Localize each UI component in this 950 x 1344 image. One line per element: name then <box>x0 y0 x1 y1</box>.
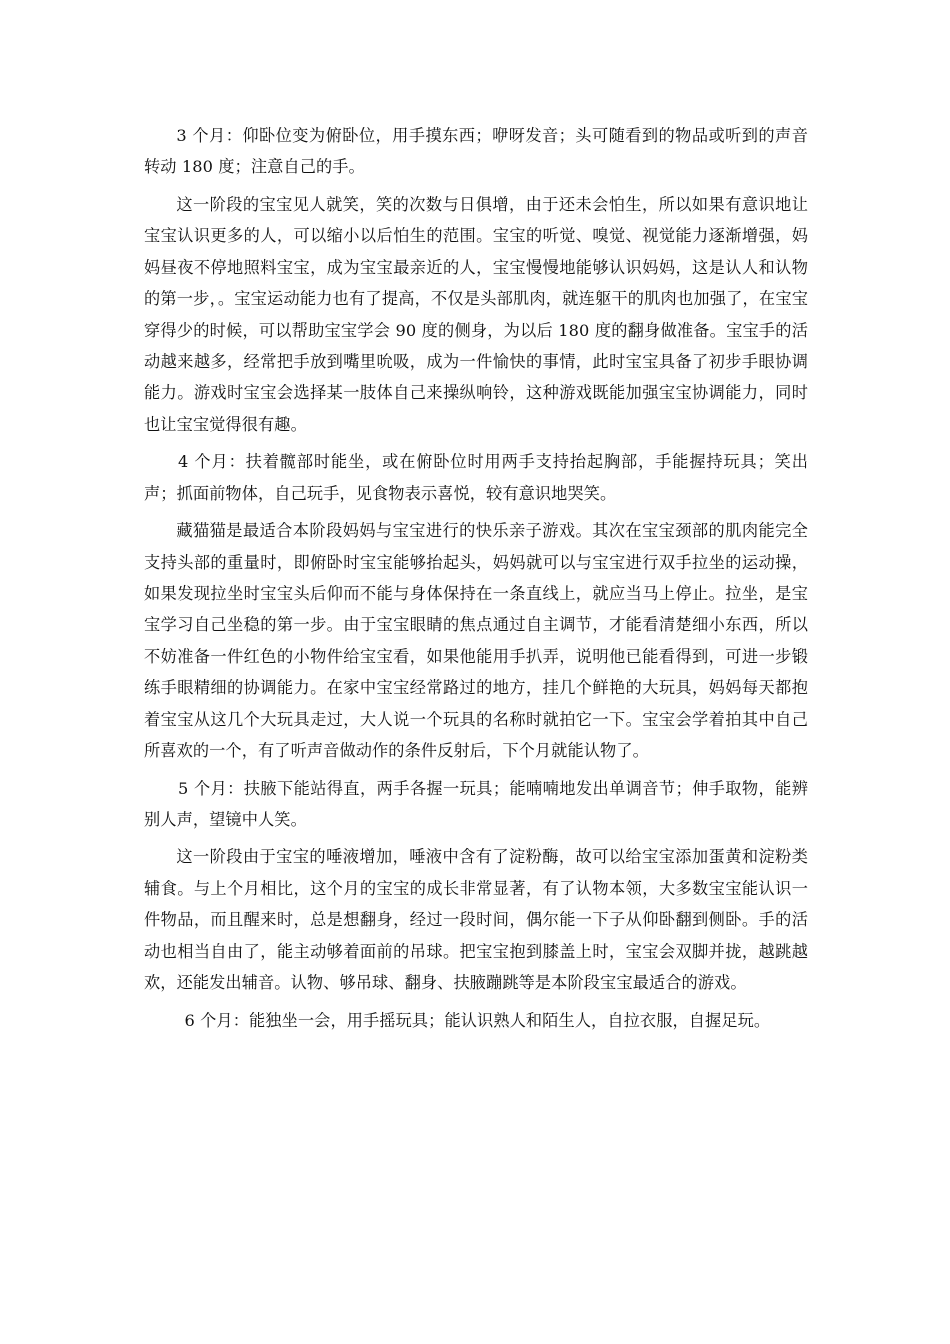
paragraph-4-months-detail: 藏猫猫是最适合本阶段妈妈与宝宝进行的快乐亲子游戏。其次在宝宝颈部的肌肉能完全支持头部的重量时，即俯卧时宝宝能够抬起头，妈妈就可以与宝宝进行双手拉坐的运动操，如果发现拉坐时宝宝头后仰而不能与身体保持在一条直线上，就应当马上停止。拉坐，是宝宝学习自己坐稳的第一步。由于宝宝眼睛的焦点通过自主调节，才能看清楚细小东西，所以不妨准备一件红色的小物件给宝宝看，如果他能用手扒弄，说明他已能看得到，可进一步锻练手眼精细的协调能力。在家中宝宝经常路过的地方，挂几个鲜艳的大玩具，妈妈每天都抱着宝宝从这几个大玩具走过，大人说一个玩具的名称时就拍它一下。宝宝会学着拍其中自己所喜欢的一个，有了听声音做动作的条件反射后，下个月就能认物了。 <box>144 521 808 760</box>
paragraph-6-months: 6 个月：能独坐一会，用手摇玩具；能认识熟人和陌生人，自拉衣服，自握足玩。 <box>184 1010 771 1030</box>
paragraph-3-months-detail: 这一阶段的宝宝见人就笑，笑的次数与日俱增，由于还未会怕生，所以如果有意识地让宝宝认识更多的人，可以缩小以后怕生的范围。宝宝的听觉、嗅觉、视觉能力逐渐增强，妈妈昼夜不停地照料宝宝，成为宝宝最亲近的人，宝宝慢慢地能够认识妈妈，这是认人和认物的第一步，。宝宝运动能力也有了提高，不仅是头部肌肉，就连躯干的肌肉也加强了，在宝宝穿得少的时候，可以帮助宝宝学会 90 度的侧身，为以后 180 度的翻身做准备。宝宝手的活动越来越多，经常把手放到嘴里吮吸，成为一件愉快的事情，此时宝宝具备了初步手眼协调能力。游戏时宝宝会选择某一肢体自己来操纵响铃，这种游戏既能加强宝宝协调能力，同时也让宝宝觉得很有趣。 <box>144 194 808 434</box>
paragraph-5-months: 5 个月：扶腋下能站得直，两手各握一玩具；能喃喃地发出单调音节；伸手取物，能辨别人声，望镜中人笑。 <box>144 778 808 829</box>
paragraph-5-months-detail: 这一阶段由于宝宝的唾液增加，唾液中含有了淀粉酶，故可以给宝宝添加蛋黄和淀粉类辅食。与上个月相比，这个月的宝宝的成长非常显著，有了认物本领，大多数宝宝能认识一件物品，而且醒来时，总是想翻身，经过一段时间，偶尔能一下子从仰卧翻到侧卧。手的活动也相当自由了，能主动够着面前的吊球。把宝宝抱到膝盖上时，宝宝会双脚并拢，越跳越欢，还能发出辅音。认物、够吊球、翻身、扶腋蹦跳等是本阶段宝宝最适合的游戏。 <box>144 847 808 993</box>
paragraph-3-months: 3 个月：仰卧位变为俯卧位，用手摸东西；咿呀发音；头可随看到的物品或听到的声音转动 180 度；注意自己的手。 <box>144 126 808 177</box>
document-body <box>144 120 808 1042</box>
paragraph-4-months: 4 个月：扶着髋部时能坐，或在俯卧位时用两手支持抬起胸部，手能握持玩具；笑出声；抓面前物体，自己玩手，见食物表示喜悦，较有意识地哭笑。 <box>144 452 808 503</box>
